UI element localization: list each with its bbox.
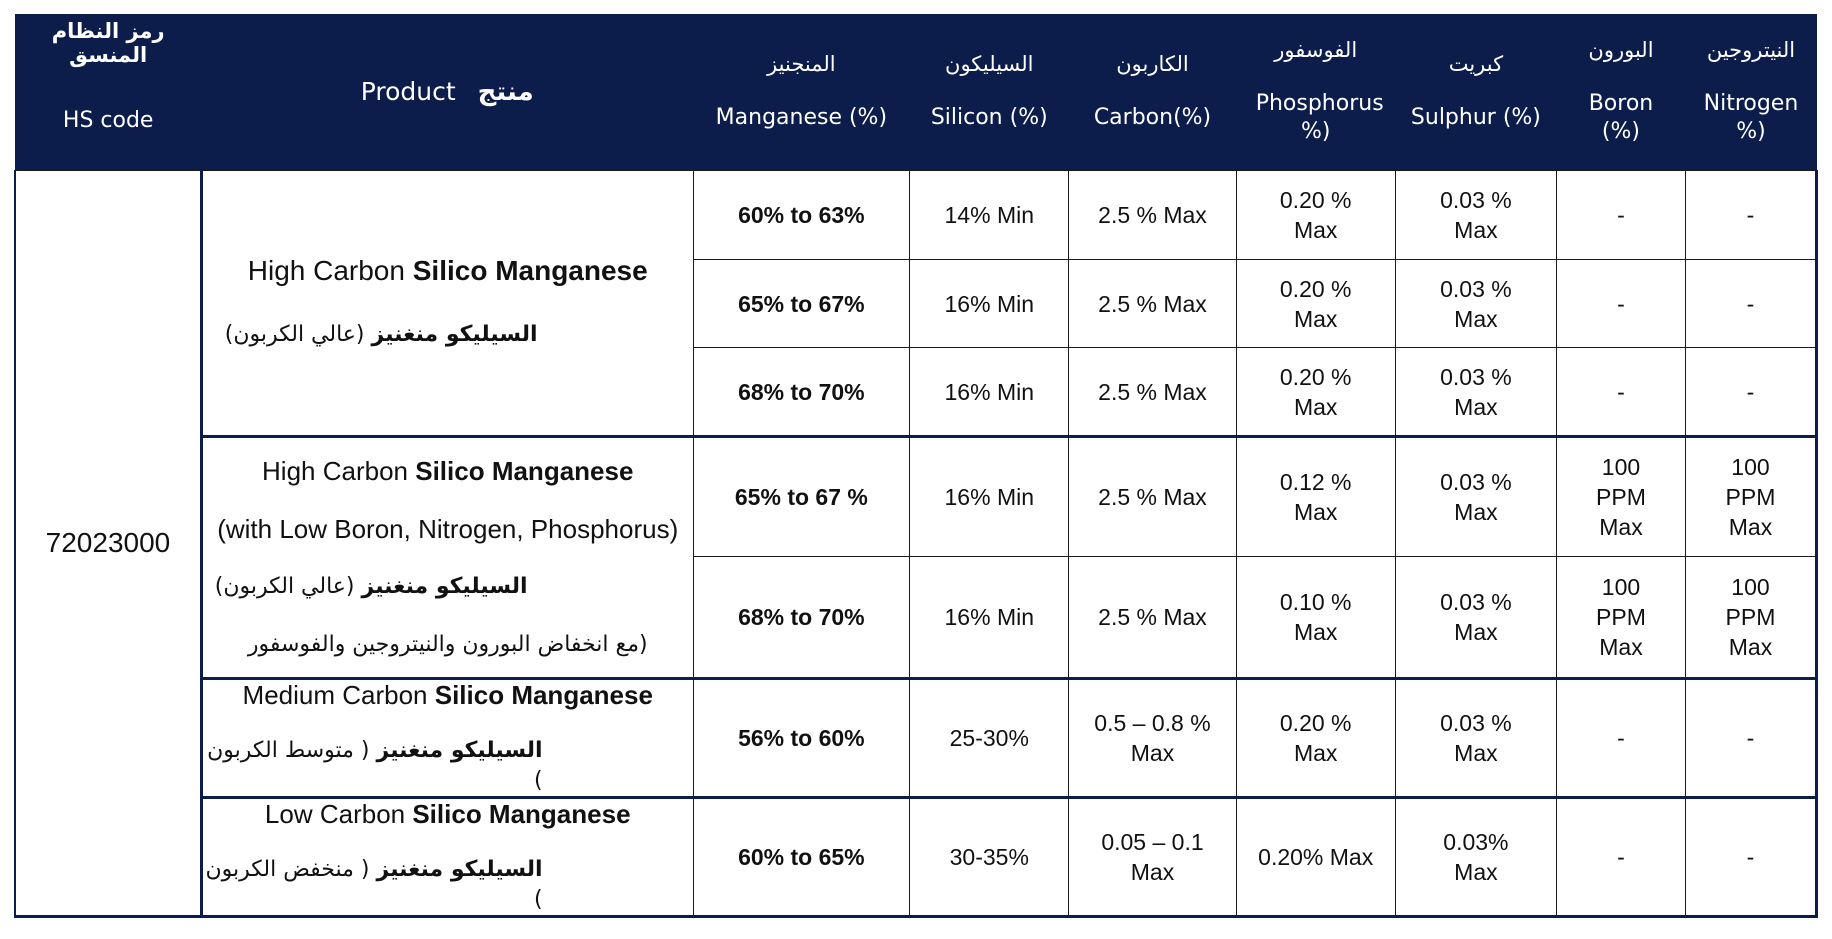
sulphur-line: 0.03 % xyxy=(1440,710,1512,736)
product-name-prefix: Low Carbon xyxy=(264,799,413,829)
header-nitrogen xyxy=(1685,14,1816,171)
silicon-value: 16% Min xyxy=(910,557,1069,679)
manganese-value: 65% to 67% xyxy=(693,260,910,348)
nitrogen-value: - xyxy=(1685,171,1816,260)
nitrogen-value: - xyxy=(1685,798,1816,917)
header-manganese-ar: المنجنيز xyxy=(767,52,836,76)
sulphur-line: Max xyxy=(1454,499,1498,525)
phosphorus-value xyxy=(1236,557,1395,679)
sulphur-line: Max xyxy=(1454,619,1498,645)
header-phosphorus-ar: الفوسفور xyxy=(1274,38,1358,62)
manganese-value: 60% to 65% xyxy=(693,798,910,917)
boron-line: PPM xyxy=(1596,604,1646,630)
header-manganese-en: Manganese (%) xyxy=(715,105,888,130)
manganese-value: 56% to 60% xyxy=(693,679,910,798)
phosphorus-line: Max xyxy=(1293,619,1338,645)
header-product-ar: منتج xyxy=(477,77,534,107)
sulphur-line: Max xyxy=(1454,217,1498,243)
nitrogen-line: PPM xyxy=(1725,604,1776,630)
phosphorus-line: 0.20 % xyxy=(1279,187,1352,213)
product-name-prefix: High Carbon xyxy=(262,455,416,486)
silicon-value: 16% Min xyxy=(910,348,1069,437)
boron-value: - xyxy=(1557,679,1686,798)
nitrogen-line: 100 xyxy=(1731,574,1770,600)
manganese-value: 68% to 70% xyxy=(693,557,910,679)
product-cell-medium-carbon xyxy=(201,679,693,798)
product-name-ar-bold: السيليكو منغنيز xyxy=(371,322,538,347)
phosphorus-value xyxy=(1236,679,1395,798)
carbon-value: 2.5 % Max xyxy=(1069,171,1236,260)
sulphur-value xyxy=(1395,260,1556,348)
sulphur-value xyxy=(1395,171,1556,260)
product-name-bold: Silico Manganese xyxy=(412,799,631,829)
product-name-ar-bold: السيليكو منغنيز xyxy=(361,573,528,599)
sulphur-value xyxy=(1395,798,1556,917)
product-name-ar: (عالي الكربون) xyxy=(214,573,355,599)
product-name-ar: ( منخفض الكربون ) xyxy=(205,857,543,912)
table-row xyxy=(15,798,1817,917)
phosphorus-line: 0.20 % xyxy=(1279,275,1352,302)
manganese-value: 68% to 70% xyxy=(693,348,910,437)
header-sulphur xyxy=(1395,14,1556,171)
sulphur-line: Max xyxy=(1454,305,1498,332)
boron-value xyxy=(1557,557,1686,679)
boron-value: - xyxy=(1557,260,1686,348)
sulphur-line: Max xyxy=(1454,740,1498,766)
table-row xyxy=(15,679,1817,798)
silicon-value: 16% Min xyxy=(910,437,1069,557)
boron-line: 100 xyxy=(1601,574,1641,600)
phosphorus-value xyxy=(1236,260,1395,348)
phosphorus-value: 0.20% Max xyxy=(1236,798,1395,917)
sulphur-line: 0.03 % xyxy=(1440,275,1512,302)
sulphur-line: 0.03 % xyxy=(1440,187,1512,213)
product-name-ar: ( متوسط الكربون ) xyxy=(207,738,543,793)
phosphorus-line: 0.12 % xyxy=(1279,469,1352,495)
boron-line: PPM xyxy=(1596,484,1646,510)
silicon-value: 16% Min xyxy=(910,260,1069,348)
nitrogen-value xyxy=(1685,437,1816,557)
product-name-ar: (عالي الكربون) xyxy=(224,322,365,347)
product-name-bold: Silico Manganese xyxy=(415,455,634,486)
nitrogen-line: Max xyxy=(1728,634,1773,660)
product-name-ar-bold: السيليكو منغنيز xyxy=(376,857,543,882)
carbon-value: 2.5 % Max xyxy=(1069,437,1236,557)
nitrogen-value: - xyxy=(1685,260,1816,348)
boron-value: - xyxy=(1557,171,1686,260)
product-name-ar-extra: (مع انخفاض البورون والنيتروجين والفوسفور xyxy=(247,631,648,657)
carbon-text: 0.5 – 0.8 % Max xyxy=(1094,710,1211,766)
header-sulphur-en: Sulphur (%) xyxy=(1410,105,1541,130)
header-hs-code-ar: رمز النظام المنسق xyxy=(51,19,165,67)
nitrogen-value: - xyxy=(1685,679,1816,798)
carbon-value xyxy=(1069,679,1236,798)
silicon-value: 14% Min xyxy=(910,171,1069,260)
header-nitrogen-ar: النيتروجين xyxy=(1706,38,1796,62)
product-name-prefix: Medium Carbon xyxy=(242,680,435,710)
product-cell-high-carbon-low-bnp xyxy=(201,437,693,679)
phosphorus-value xyxy=(1236,437,1395,557)
sulphur-line: Max xyxy=(1454,859,1498,885)
product-cell-low-carbon xyxy=(201,798,693,917)
header-manganese xyxy=(693,14,910,171)
manganese-value: 60% to 63% xyxy=(693,171,910,260)
nitrogen-value: - xyxy=(1685,348,1816,437)
phosphorus-value xyxy=(1236,348,1395,437)
nitrogen-line: 100 xyxy=(1731,454,1770,480)
phosphorus-line: Max xyxy=(1293,393,1338,420)
boron-line: 100 xyxy=(1601,454,1641,480)
nitrogen-line: Max xyxy=(1728,514,1773,540)
sulphur-value xyxy=(1395,348,1556,437)
carbon-value: 2.5 % Max xyxy=(1069,348,1236,437)
manganese-value: 65% to 67 % xyxy=(693,437,910,557)
sulphur-value xyxy=(1395,679,1556,798)
silico-manganese-spec-table xyxy=(14,14,1818,918)
carbon-value: 2.5 % Max xyxy=(1069,557,1236,679)
boron-value xyxy=(1557,437,1686,557)
product-cell-high-carbon xyxy=(201,171,693,437)
table-row xyxy=(15,437,1817,557)
header-carbon-ar: الكاربون xyxy=(1116,52,1189,76)
phosphorus-line: 0.10 % xyxy=(1279,589,1352,615)
sulphur-value xyxy=(1395,557,1556,679)
header-product xyxy=(201,14,693,171)
sulphur-line: 0.03 % xyxy=(1440,589,1512,615)
header-product-en: Product xyxy=(360,77,456,106)
phosphorus-line: Max xyxy=(1293,217,1338,243)
silicon-value: 25-30% xyxy=(910,679,1069,798)
phosphorus-line: Max xyxy=(1293,305,1338,332)
header-nitrogen-en: Nitrogen %) xyxy=(1703,91,1799,144)
phosphorus-line: 0.20 % xyxy=(1279,363,1352,390)
phosphorus-line: Max xyxy=(1293,740,1338,766)
phosphorus-line: Max xyxy=(1293,499,1338,525)
header-phosphorus-en: Phosphorus %) xyxy=(1255,91,1384,144)
sulphur-line: 0.03 % xyxy=(1440,469,1512,495)
header-boron-en: Boron (%) xyxy=(1588,91,1654,144)
nitrogen-line: PPM xyxy=(1725,484,1776,510)
product-name-ar-bold: السيليكو منغنيز xyxy=(376,738,543,763)
product-name-bold: Silico Manganese xyxy=(434,680,653,710)
carbon-value: 2.5 % Max xyxy=(1069,260,1236,348)
sulphur-value xyxy=(1395,437,1556,557)
nitrogen-value xyxy=(1685,557,1816,679)
sulphur-line: 0.03 % xyxy=(1440,363,1512,390)
phosphorus-value xyxy=(1236,171,1395,260)
header-hs-code-en: HS code xyxy=(62,108,154,133)
sulphur-line: 0.03% xyxy=(1443,829,1509,855)
header-boron xyxy=(1557,14,1686,171)
header-row xyxy=(15,14,1817,171)
header-boron-ar: البورون xyxy=(1588,38,1654,62)
boron-line: Max xyxy=(1599,634,1643,660)
header-carbon xyxy=(1069,14,1236,171)
hs-code-value: 72023000 xyxy=(15,171,201,917)
header-hs-code xyxy=(15,14,201,171)
silicon-value: 30-35% xyxy=(910,798,1069,917)
header-sulphur-ar: كبريت xyxy=(1448,52,1504,76)
product-name-bold: Silico Manganese xyxy=(412,255,648,286)
product-name-prefix: High Carbon xyxy=(247,255,413,286)
carbon-value xyxy=(1069,798,1236,917)
sulphur-line: Max xyxy=(1454,393,1498,420)
header-silicon-en: Silicon (%) xyxy=(930,105,1048,130)
header-silicon-ar: السيليكون xyxy=(945,52,1034,76)
product-name-extra: (with Low Boron, Nitrogen, Phosphorus) xyxy=(217,513,679,544)
carbon-text: 0.05 – 0.1 Max xyxy=(1101,829,1204,885)
boron-line: Max xyxy=(1599,514,1643,540)
header-carbon-en: Carbon(%) xyxy=(1093,105,1212,130)
boron-value: - xyxy=(1557,798,1686,917)
table-row xyxy=(15,171,1817,260)
header-silicon xyxy=(910,14,1069,171)
header-phosphorus xyxy=(1236,14,1395,171)
phosphorus-line: 0.20 % xyxy=(1279,710,1352,736)
boron-value: - xyxy=(1557,348,1686,437)
